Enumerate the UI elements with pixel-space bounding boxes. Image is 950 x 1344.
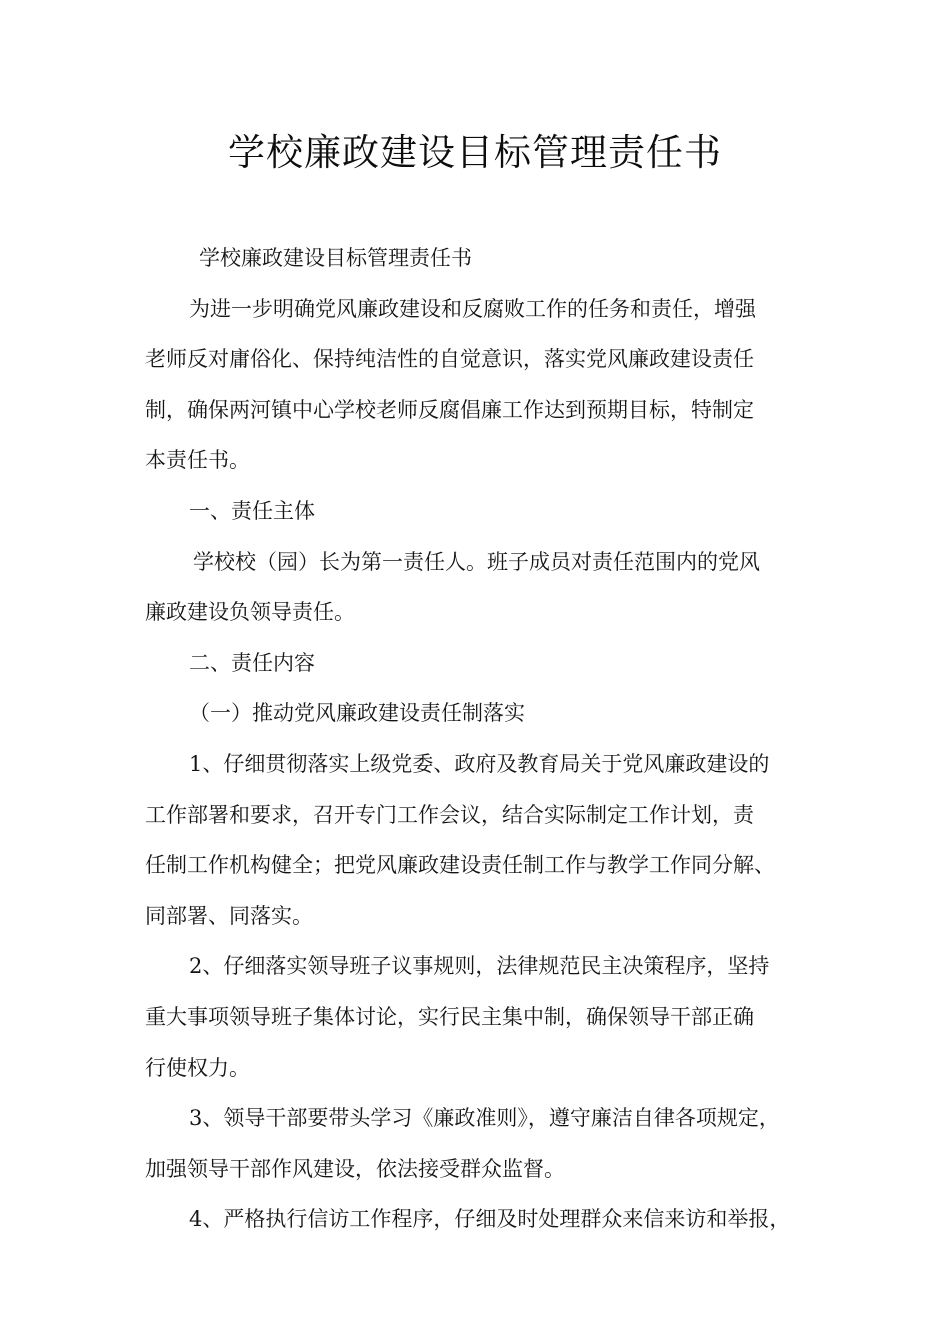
paragraph-line: 3、领导干部要带头学习《廉政准则》，遵守廉洁自律各项规定， <box>189 1106 780 1131</box>
paragraph-line: 工作部署和要求，召开专门工作会议，结合实际制定工作计划，责 <box>145 802 754 827</box>
subsection-heading: （一）推动党风廉政建设责任制落实 <box>189 701 525 726</box>
document-title: 学校廉政建设目标管理责任书 <box>228 131 722 174</box>
paragraph-line: 任制工作机构健全；把党风廉政建设责任制工作与教学工作同分解、 <box>145 853 775 878</box>
paragraph-line: 老师反对庸俗化、保持纯洁性的自觉意识，落实党风廉政建设责任 <box>145 347 754 372</box>
paragraph-line: 廉政建设负领导责任。 <box>145 600 355 625</box>
paragraph-line: 本责任书。 <box>145 448 250 473</box>
paragraph-line: 为进一步明确党风廉政建设和反腐败工作的任务和责任，增强 <box>189 296 756 321</box>
paragraph-line: 同部署、同落实。 <box>145 903 313 928</box>
paragraph-line: 制，确保两河镇中心学校老师反腐倡廉工作达到预期目标，特制定 <box>145 397 754 422</box>
paragraph-line: 4、严格执行信访工作程序，仔细及时处理群众来信来访和举报， <box>189 1207 791 1232</box>
section-heading: 一、责任主体 <box>189 498 315 523</box>
paragraph-line: 2、仔细落实领导班子议事规则，法律规范民主决策程序，坚持 <box>189 954 770 979</box>
paragraph-line: 学校校（园）长为第一责任人。班子成员对责任范围内的党风 <box>193 549 760 574</box>
paragraph-line: 加强领导干部作风建设，依法接受群众监督。 <box>145 1156 565 1181</box>
paragraph-line: 重大事项领导班子集体讨论，实行民主集中制，确保领导干部正确 <box>145 1004 754 1029</box>
subtitle-line: 学校廉政建设目标管理责任书 <box>199 246 472 270</box>
paragraph-line: 1、仔细贯彻落实上级党委、政府及教育局关于党风廉政建设的 <box>189 751 770 776</box>
document-body <box>145 233 813 1245</box>
section-heading: 二、责任内容 <box>189 650 315 675</box>
paragraph-line: 行使权力。 <box>145 1055 250 1080</box>
